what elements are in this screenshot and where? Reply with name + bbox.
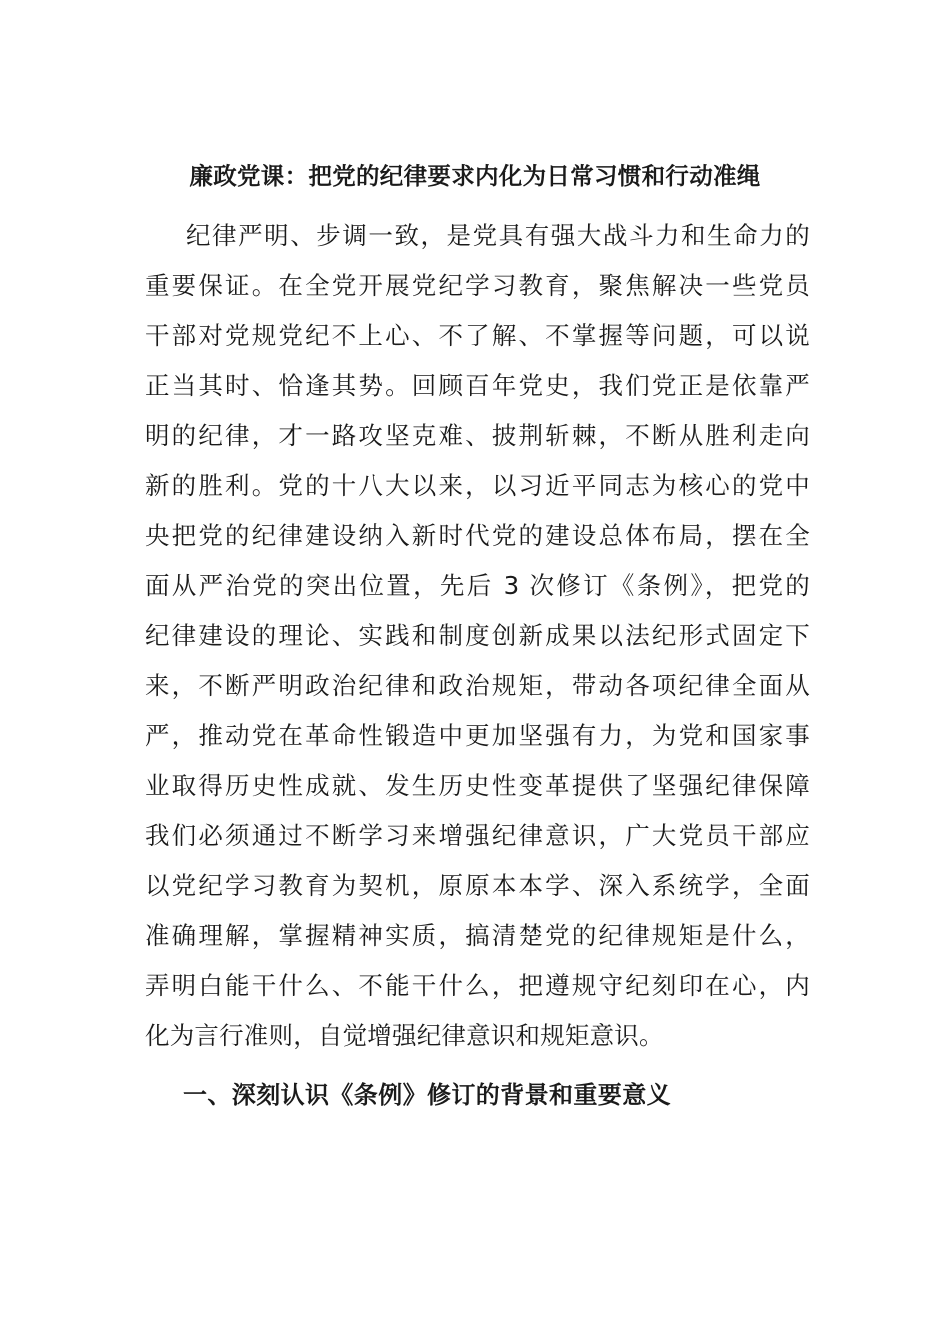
body-paragraph <box>145 216 810 1066</box>
paragraph-line: 央把党的纪律建设纳入新时代党的建设总体布局，摆在全 <box>145 521 810 550</box>
paragraph-line: 我们必须通过不断学习来增强纪律意识，广大党员干部应 <box>145 821 810 850</box>
paragraph-line: 面从严治党的突出位置，先后 3 次修订《条例》，把党的 <box>145 571 810 600</box>
paragraph-line: 干部对党规党纪不上心、不了解、不掌握等问题，可以说 <box>145 321 810 350</box>
paragraph-line: 准确理解，掌握精神实质，搞清楚党的纪律规矩是什么， <box>145 921 810 950</box>
paragraph-line: 新的胜利。党的十八大以来，以习近平同志为核心的党中 <box>145 471 810 500</box>
paragraph-line: 明的纪律，才一路攻坚克难、披荆斩棘，不断从胜利走向 <box>145 421 810 450</box>
paragraph-line: 重要保证。在全党开展党纪学习教育，聚焦解决一些党员 <box>145 271 810 300</box>
section-heading: 一、深刻认识《条例》修订的背景和重要意义 <box>183 1081 671 1109</box>
paragraph-line: 以党纪学习教育为契机，原原本本学、深入系统学，全面 <box>145 871 810 900</box>
paragraph-line: 严，推动党在革命性锻造中更加坚强有力，为党和国家事 <box>145 721 810 750</box>
paragraph-line: 纪律建设的理论、实践和制度创新成果以法纪形式固定下 <box>145 621 810 650</box>
paragraph-line: 业取得历史性成就、发生历史性变革提供了坚强纪律保障 <box>145 771 810 800</box>
paragraph-line: 正当其时、恰逢其势。回顾百年党史，我们党正是依靠严 <box>145 371 810 400</box>
paragraph-line: 化为言行准则，自觉增强纪律意识和规矩意识。 <box>145 1021 664 1050</box>
paragraph-line: 纪律严明、步调一致，是党具有强大战斗力和生命力的 <box>186 221 810 250</box>
paragraph-line: 弄明白能干什么、不能干什么，把遵规守纪刻印在心，内 <box>145 971 810 1000</box>
paragraph-line: 来，不断严明政治纪律和政治规矩，带动各项纪律全面从 <box>145 671 810 700</box>
document-title: 廉政党课：把党的纪律要求内化为日常习惯和行动准绳 <box>189 162 761 190</box>
